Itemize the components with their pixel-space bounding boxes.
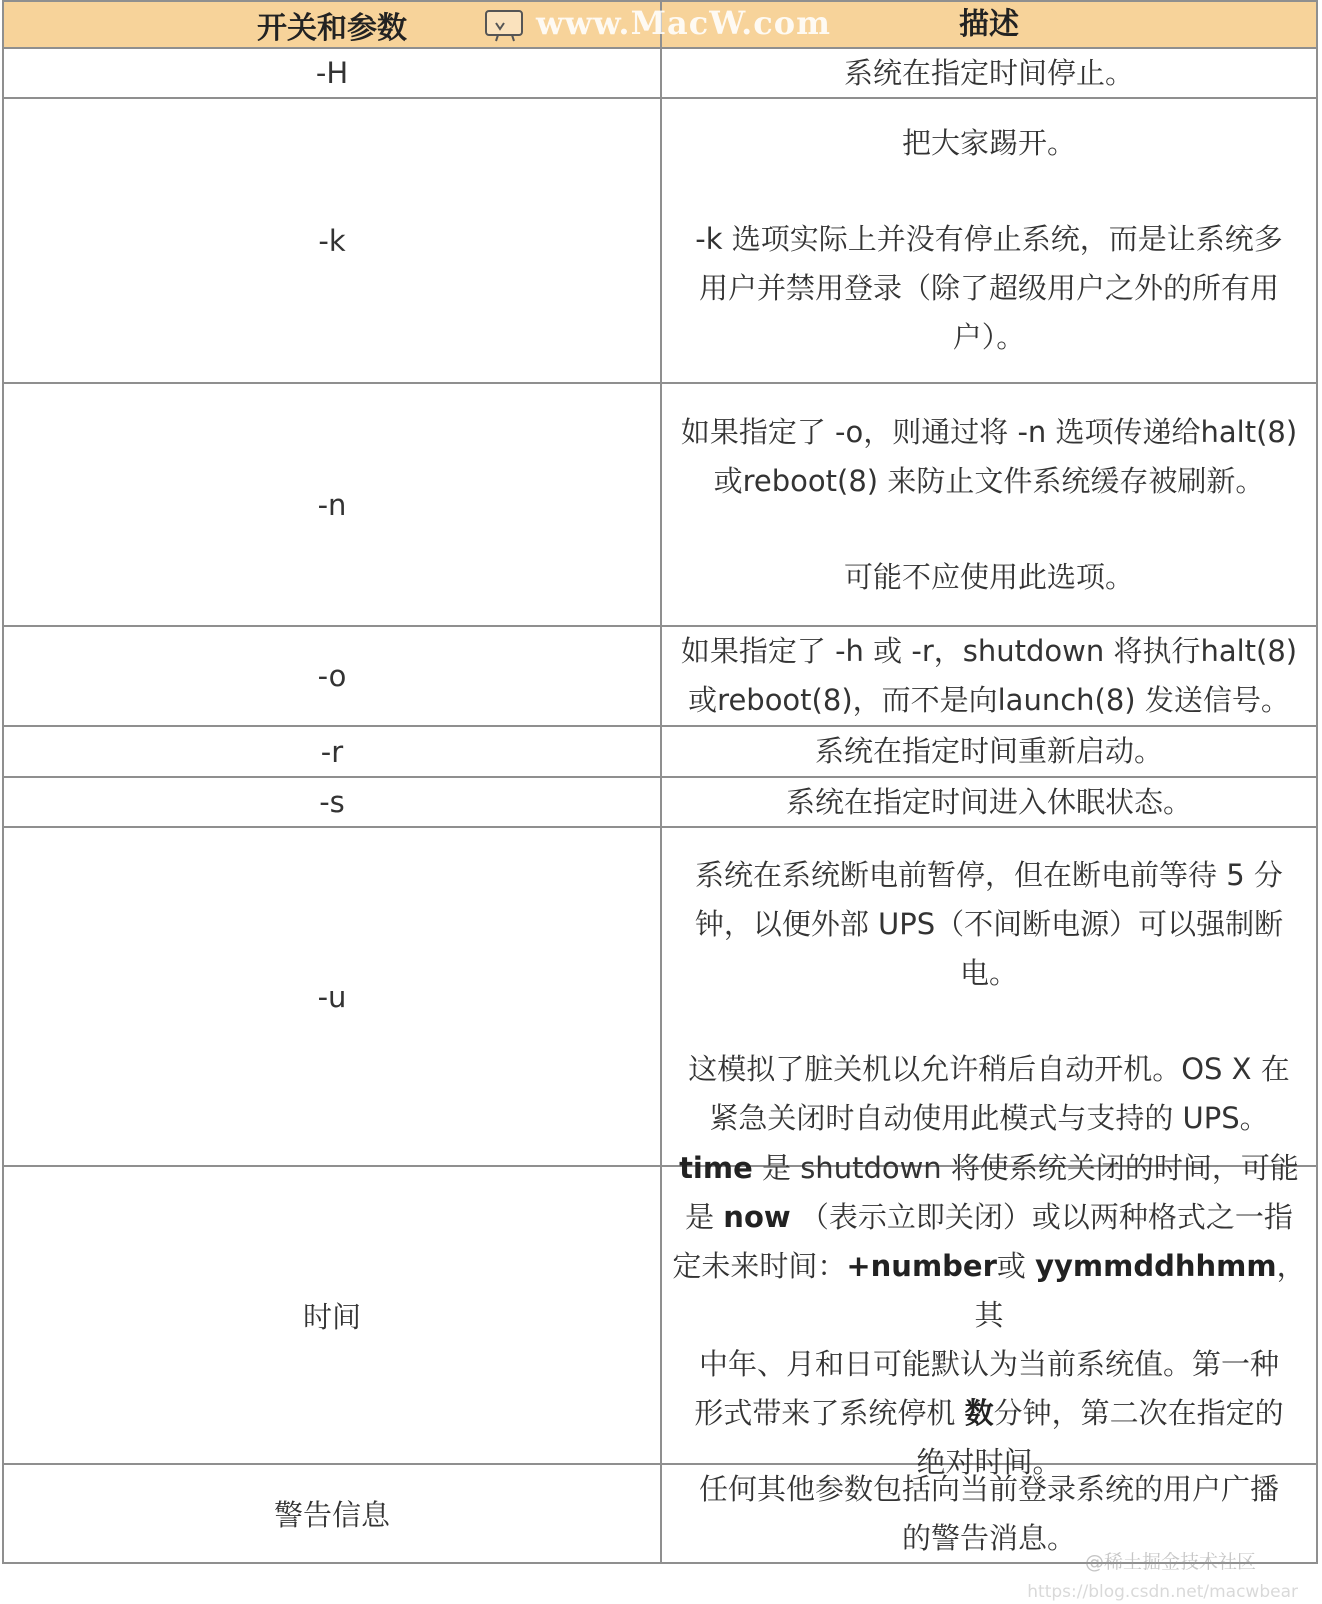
description-cell — [662, 627, 1318, 725]
description-line: 系统在指定时间停止。 — [843, 55, 1134, 90]
description-line: 绝对时间。 — [916, 1444, 1062, 1479]
description-cell — [662, 727, 1318, 776]
param-label: -u — [317, 979, 347, 1014]
description-text: 形式带来了系统停机 — [694, 1395, 965, 1430]
description-line: 系统在指定时间进入休眠状态。 — [785, 784, 1192, 819]
bold-term: yymmddhhmm — [1035, 1248, 1277, 1283]
description-cell — [662, 99, 1318, 382]
param-label: -s — [319, 785, 345, 819]
description-text: （表示立即关闭）或以两种格式之一指 — [790, 1199, 1293, 1234]
options-table — [2, 0, 1318, 1564]
param-cell — [2, 828, 662, 1165]
description-line: 这模拟了脏关机以允许稍后自动开机。OS X 在 — [688, 1051, 1290, 1086]
description-line: 任何其他参数包括向当前登录系统的用户广播 — [698, 1471, 1279, 1506]
table-row — [2, 828, 1318, 1167]
table-body — [2, 49, 1318, 1564]
table-row — [2, 627, 1318, 727]
description-text: 定未来时间： — [672, 1248, 847, 1283]
description-line — [685, 1193, 1293, 1242]
description-line: 或reboot(8)，而不是向launch(8) 发送信号。 — [688, 683, 1290, 717]
param-cell — [2, 49, 662, 97]
description-text: 分钟，第二次在指定的 — [993, 1395, 1284, 1430]
table-row — [2, 727, 1318, 778]
description-line: 中年、月和日可能默认为当前系统值。第一种 — [698, 1346, 1279, 1381]
table-row — [2, 1150, 1318, 1479]
param-label: -H — [315, 56, 349, 90]
description-line: 电。 — [959, 955, 1018, 990]
description-cell — [662, 1150, 1318, 1479]
table-row — [2, 778, 1318, 828]
description-cell — [662, 49, 1318, 97]
description-line: 户）。 — [952, 320, 1026, 354]
description-line: 系统在系统断电前暂停，但在断电前等待 5 分 — [695, 857, 1283, 892]
description-line: 系统在指定时间重新启动。 — [814, 734, 1163, 768]
description-line: 如果指定了 -o，则通过将 -n 选项传递给halt(8) — [680, 414, 1298, 449]
description-cell — [662, 778, 1318, 826]
bold-term: now — [723, 1199, 791, 1234]
description-line: -k 选项实际上并没有停止系统，而是让系统多 — [695, 222, 1283, 256]
bold-term: 数 — [964, 1395, 994, 1430]
param-cell — [2, 778, 662, 826]
param-cell — [2, 1167, 662, 1463]
description-line: 或reboot(8) 来防止文件系统缓存被刷新。 — [713, 463, 1265, 498]
description-text: 或 — [996, 1248, 1036, 1283]
param-cell — [2, 627, 662, 725]
description-line: 的警告消息。 — [901, 1520, 1076, 1555]
watermark-badge: @稀土掘金技术社区 — [1084, 1551, 1256, 1573]
table-row — [2, 99, 1318, 384]
param-cell — [2, 727, 662, 776]
description-line — [694, 1389, 1283, 1438]
bold-term: time — [679, 1150, 753, 1185]
param-label: -n — [317, 487, 347, 522]
description-line: 紧急关闭时自动使用此模式与支持的 UPS。 — [709, 1100, 1269, 1135]
description-cell — [662, 384, 1318, 625]
param-label: -r — [320, 734, 344, 769]
watermark-url: https://blog.csdn.net/macwbear — [1027, 1582, 1298, 1602]
param-label: 警告信息 — [273, 1498, 390, 1532]
description-line: 可能不应使用此选项。 — [843, 559, 1134, 594]
description-line — [666, 1242, 1312, 1340]
description-line: 如果指定了 -h 或 -r，shutdown 将执行halt(8) — [680, 634, 1298, 668]
bold-term: +number — [846, 1248, 997, 1283]
macw-logo-icon — [484, 9, 526, 43]
header-param-label: 开关和参数 — [257, 10, 407, 46]
param-cell — [2, 384, 662, 625]
header-desc-label: 描述 — [959, 7, 1019, 42]
table-row — [2, 49, 1318, 99]
description-text: ，其 — [974, 1248, 1306, 1332]
description-line: 用户并禁用登录（除了超级用户之外的所有用 — [698, 271, 1279, 305]
description-text: 是 — [685, 1199, 724, 1234]
param-label: -o — [317, 659, 347, 693]
description-text: 是 shutdown 将使系统关闭的时间，可能 — [752, 1150, 1299, 1185]
table-row — [2, 384, 1318, 627]
description-line — [679, 1144, 1299, 1193]
description-line: 把大家踢开。 — [901, 126, 1076, 160]
description-cell — [662, 828, 1318, 1165]
param-label: 时间 — [302, 1299, 361, 1334]
description-line: 钟，以便外部 UPS（不间断电源）可以强制断 — [694, 906, 1284, 941]
param-cell — [2, 1465, 662, 1562]
watermark-site: www.MacW.com — [536, 4, 831, 42]
param-label: -k — [318, 223, 346, 258]
param-cell — [2, 99, 662, 382]
